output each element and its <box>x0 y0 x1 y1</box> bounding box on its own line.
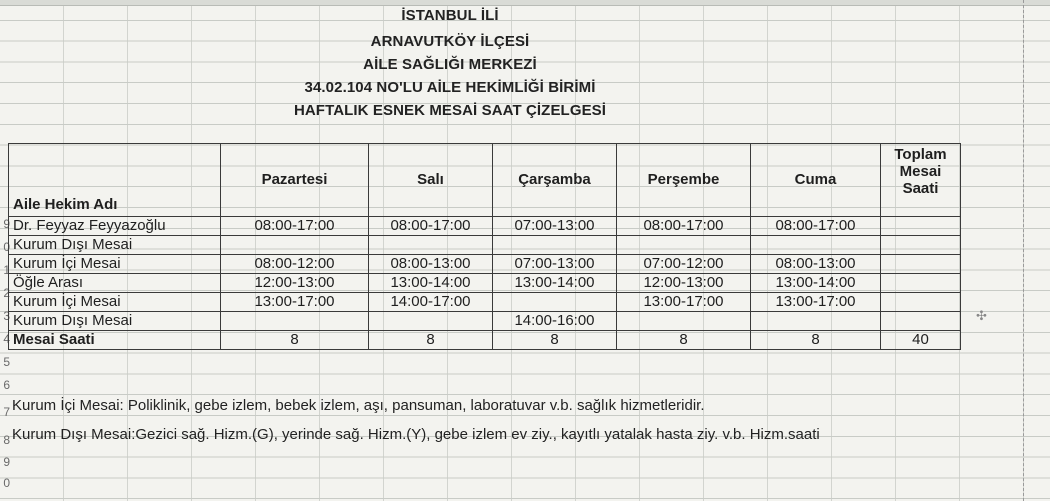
row-label[interactable]: Kurum Dışı Mesai <box>9 236 221 255</box>
hours-cell[interactable]: 8 <box>221 331 369 350</box>
title-unit: 34.02.104 NO'LU AİLE HEKİMLİĞİ BİRİMİ <box>304 79 596 96</box>
time-cell[interactable] <box>617 312 751 331</box>
hours-cell[interactable]: 8 <box>369 331 493 350</box>
total-row-label[interactable]: Mesai Saati <box>9 331 221 350</box>
time-cell[interactable]: 12:00-13:00 <box>617 274 751 293</box>
column-header-monday[interactable]: Pazartesi <box>221 144 369 217</box>
time-cell[interactable]: 13:00-17:00 <box>751 293 881 312</box>
total-cell[interactable] <box>881 312 961 331</box>
time-cell[interactable] <box>617 236 751 255</box>
total-cell[interactable] <box>881 255 961 274</box>
time-cell[interactable]: 13:00-14:00 <box>751 274 881 293</box>
hours-cell[interactable]: 8 <box>493 331 617 350</box>
column-header-total[interactable] <box>881 144 961 217</box>
table-row <box>9 217 961 236</box>
row-label[interactable]: Kurum Dışı Mesai <box>9 312 221 331</box>
time-cell[interactable]: 14:00-16:00 <box>493 312 617 331</box>
row-label[interactable]: Dr. Feyyaz Feyyazoğlu <box>9 217 221 236</box>
row-number[interactable]: 8 <box>3 433 10 447</box>
time-cell[interactable]: 13:00-17:00 <box>221 293 369 312</box>
row-number[interactable]: 7 <box>3 405 10 419</box>
time-cell[interactable]: 07:00-13:00 <box>493 217 617 236</box>
table-row <box>9 255 961 274</box>
row-label[interactable]: Kurum İçi Mesai <box>9 255 221 274</box>
page-break-line <box>1023 0 1024 501</box>
column-header-thursday[interactable]: Perşembe <box>617 144 751 217</box>
table-header-row <box>9 144 961 217</box>
column-header-tuesday[interactable]: Salı <box>369 144 493 217</box>
hours-cell[interactable]: 8 <box>751 331 881 350</box>
weekly-total-cell[interactable]: 40 <box>881 331 961 350</box>
row-number[interactable]: 5 <box>3 355 10 369</box>
title-center: AİLE SAĞLIĞI MERKEZİ <box>363 56 537 73</box>
row-label[interactable]: Kurum İçi Mesai <box>9 293 221 312</box>
time-cell[interactable]: 07:00-13:00 <box>493 255 617 274</box>
row-number[interactable]: 6 <box>3 378 10 392</box>
row-label[interactable]: Öğle Arası <box>9 274 221 293</box>
time-cell[interactable]: 13:00-14:00 <box>369 274 493 293</box>
note-external-hours[interactable]: Kurum Dışı Mesai:Gezici sağ. Hizm.(G), yerinde sağ. Hizm.(Y), gebe izlem ev ziy., kayıtlı yatalak hasta ziy. v.b. Hizm.saati <box>12 426 820 443</box>
row-number[interactable]: 9 <box>3 217 10 231</box>
total-header-line: Mesai <box>899 163 942 180</box>
total-header-line: Saati <box>902 180 939 197</box>
time-cell[interactable] <box>221 236 369 255</box>
column-header-wednesday[interactable]: Çarşamba <box>493 144 617 217</box>
time-cell[interactable] <box>493 236 617 255</box>
time-cell[interactable]: 08:00-13:00 <box>369 255 493 274</box>
time-cell[interactable]: 12:00-13:00 <box>221 274 369 293</box>
time-cell[interactable] <box>221 312 369 331</box>
column-header-friday[interactable]: Cuma <box>751 144 881 217</box>
total-cell[interactable] <box>881 293 961 312</box>
row-number[interactable]: 0 <box>3 476 10 490</box>
time-cell[interactable]: 07:00-12:00 <box>617 255 751 274</box>
hours-cell[interactable]: 8 <box>617 331 751 350</box>
table-row <box>9 236 961 255</box>
time-cell[interactable]: 13:00-17:00 <box>617 293 751 312</box>
time-cell[interactable] <box>751 312 881 331</box>
total-cell[interactable] <box>881 217 961 236</box>
time-cell[interactable]: 08:00-17:00 <box>751 217 881 236</box>
row-number[interactable]: 0 <box>3 240 10 254</box>
row-number[interactable]: 9 <box>3 455 10 469</box>
column-header-strip <box>0 0 1050 6</box>
row-number[interactable]: 2 <box>3 286 10 300</box>
total-cell[interactable] <box>881 236 961 255</box>
note-internal-hours[interactable]: Kurum İçi Mesai: Poliklinik, gebe izlem, bebek izlem, aşı, pansuman, laboratuvar v.b. sağlık hizmetleridir. <box>12 397 705 414</box>
time-cell[interactable]: 14:00-17:00 <box>369 293 493 312</box>
time-cell[interactable]: 13:00-14:00 <box>493 274 617 293</box>
time-cell[interactable]: 08:00-17:00 <box>617 217 751 236</box>
table-row <box>9 312 961 331</box>
time-cell[interactable]: 08:00-17:00 <box>369 217 493 236</box>
total-cell[interactable] <box>881 274 961 293</box>
title-schedule: HAFTALIK ESNEK MESAİ SAAT ÇİZELGESİ <box>293 102 607 119</box>
schedule-table <box>8 143 961 350</box>
cell-cursor-icon: ✣ <box>976 308 987 323</box>
table-row <box>9 293 961 312</box>
row-number[interactable]: 3 <box>3 309 10 323</box>
time-cell[interactable] <box>369 236 493 255</box>
time-cell[interactable] <box>751 236 881 255</box>
time-cell[interactable] <box>369 312 493 331</box>
table-total-row <box>9 331 961 350</box>
title-district: ARNAVUTKÖY İLÇESİ <box>370 33 530 50</box>
time-cell[interactable]: 08:00-12:00 <box>221 255 369 274</box>
time-cell[interactable]: 08:00-13:00 <box>751 255 881 274</box>
title-province: İSTANBUL İLİ <box>401 7 499 24</box>
time-cell[interactable]: 08:00-17:00 <box>221 217 369 236</box>
column-header-name[interactable]: Aile Hekim Adı <box>9 144 221 217</box>
table-row <box>9 274 961 293</box>
total-header-line: Toplam <box>894 146 947 163</box>
row-number[interactable]: 1 <box>3 263 10 277</box>
time-cell[interactable] <box>493 293 617 312</box>
row-number[interactable]: 4 <box>3 332 10 346</box>
